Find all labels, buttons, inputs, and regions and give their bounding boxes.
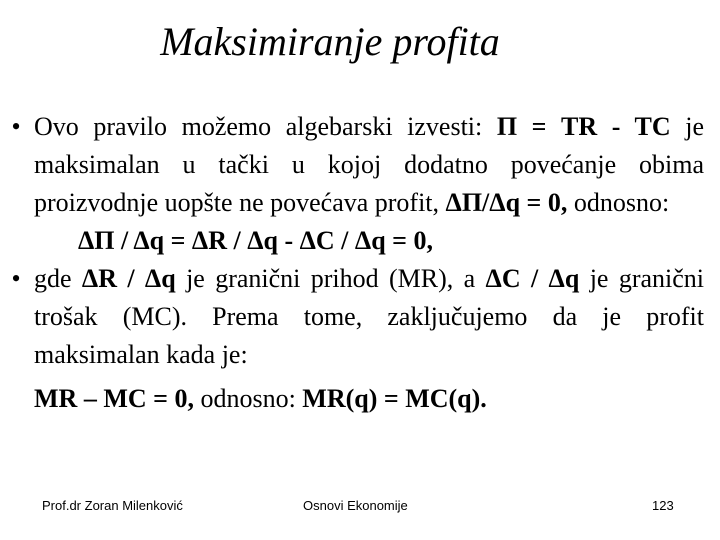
bullet-marker: •	[11, 112, 21, 141]
final-condition-line	[0, 380, 720, 418]
footer-author: Prof.dr Zoran Milenković	[42, 498, 183, 513]
bullet1-text-a: Ovo pravilo možemo algebarski izvesti:	[34, 112, 497, 141]
bullet1-text-b: je maksimalan u tački u kojoj dodatno povećanje obima proizvodnje uopšte ne povećava profit,	[34, 112, 705, 217]
mr-mc-equation: MR – MC = 0,	[34, 384, 194, 413]
slide-title: Maksimiranje profita	[160, 19, 500, 64]
profit-derivative-condition: ΔΠ/Δq = 0,	[445, 188, 568, 217]
footer-page-number: 123	[652, 498, 674, 513]
bullet1-text-c: odnosno:	[567, 188, 670, 217]
final-text: odnosno:	[193, 384, 303, 413]
bullet-item-1	[0, 108, 704, 222]
mr-equals-mc: MR(q) = MC(q).	[302, 384, 487, 413]
slide-content	[0, 108, 720, 418]
footer-course: Osnovi Ekonomije	[303, 498, 408, 513]
bullet2-text-b: je granični prihod (MR), a	[175, 264, 486, 293]
bullet-marker: •	[11, 264, 21, 293]
marginal-cost-term: ΔC / Δq	[485, 264, 580, 293]
bullet-text-1	[34, 108, 704, 222]
bullet-text-2	[34, 260, 704, 374]
profit-equation: Π = TR - TC	[496, 112, 671, 141]
slide-footer	[0, 498, 720, 518]
marginal-revenue-term: ΔR / Δq	[81, 264, 176, 293]
marginal-formula: ΔΠ / Δq = ΔR / Δq - ΔC / Δq = 0,	[78, 226, 433, 255]
bullet2-text-a: gde	[34, 264, 82, 293]
bullet2-text-c: je granični trošak (MC). Prema tome, zaključujemo da je profit maksimalan kada je:	[34, 264, 705, 369]
bullet-item-2	[0, 260, 704, 374]
formula-line	[0, 222, 720, 260]
